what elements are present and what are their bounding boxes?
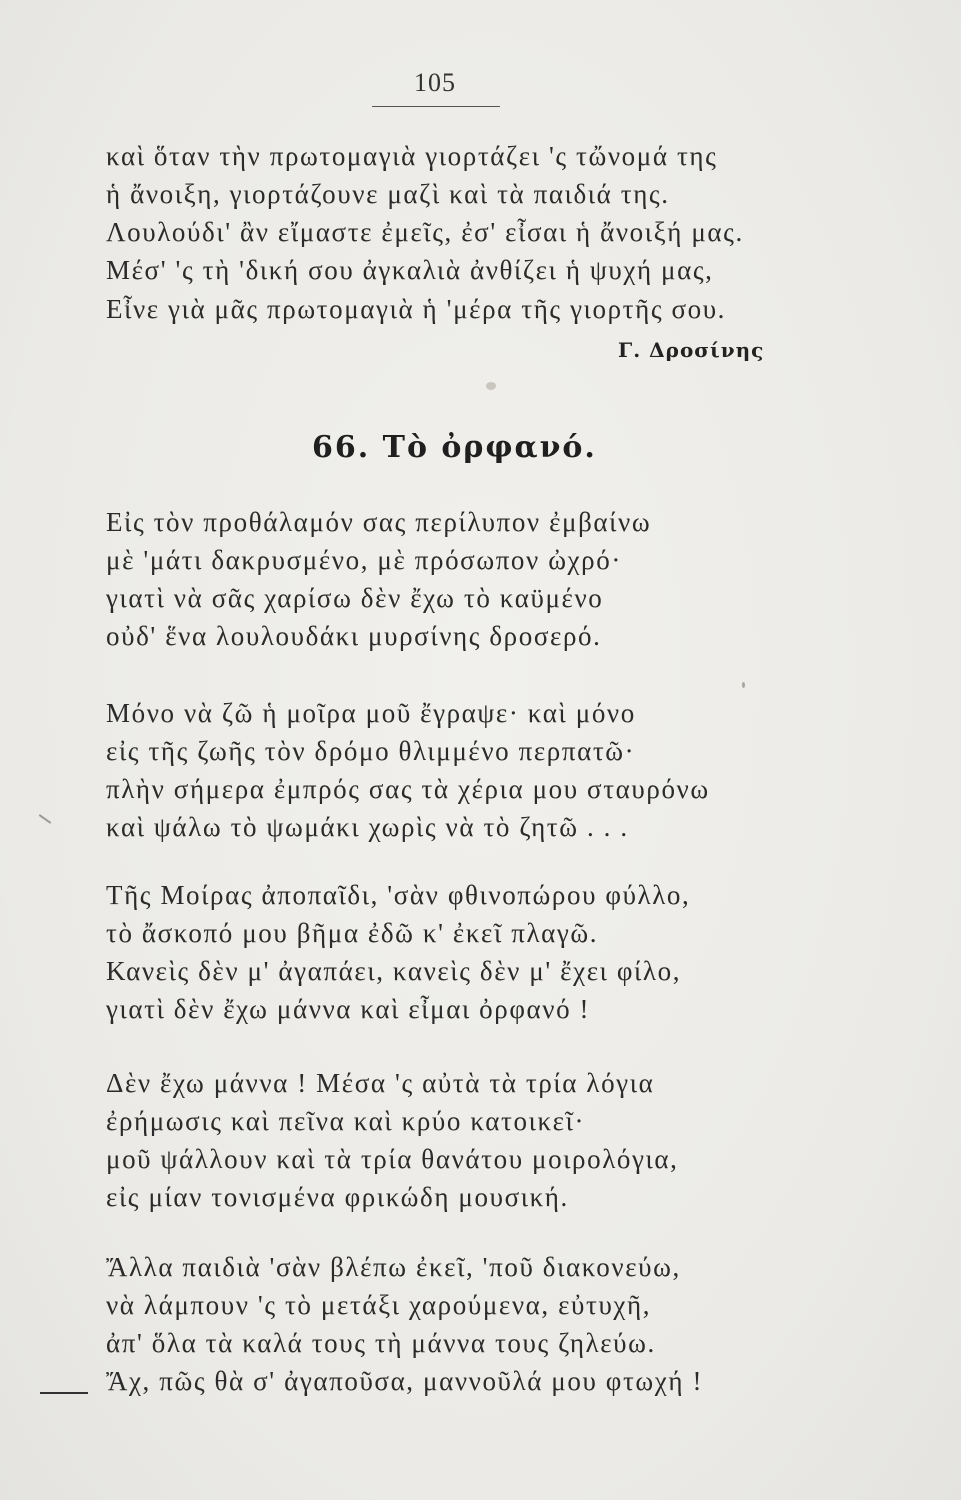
verse-line: καὶ ὅταν τὴν πρωτομαγιὰ γιορτάζει 'ς τὤνομά της	[106, 141, 718, 171]
page-number-rule	[372, 106, 500, 107]
verse-line: Εἶνε γιὰ μᾶς πρωτομαγιὰ ἡ 'μέρα τῆς γιορτῆς σου.	[106, 294, 727, 324]
verse-line: Μόνο νὰ ζῶ ἡ μοῖρα μοῦ ἔγραψε· καὶ μόνο	[106, 698, 636, 728]
margin-mark	[39, 814, 52, 824]
verse-line: ἐρήμωσις καὶ πεῖνα καὶ κρύο κατοικεῖ·	[106, 1106, 586, 1136]
author-signature: Γ. Δροσίνης	[618, 338, 765, 362]
verse-line: μοῦ ψάλλουν καὶ τὰ τρία θανάτου μοιρολόγια,	[106, 1144, 679, 1174]
paper-speck	[742, 682, 745, 688]
verse-line: γιατὶ νὰ σᾶς χαρίσω δὲν ἔχω τὸ καϋμένο	[106, 583, 604, 613]
verse-line: οὐδ' ἕνα λουλουδάκι μυρσίνης δροσερό.	[106, 621, 602, 651]
verse-line: Μέσ' 'ς τὴ 'δική σου ἀγκαλιὰ ἀνθίζει ἡ ψυχή μας,	[106, 255, 714, 285]
page-number: 105	[414, 68, 456, 97]
verse-line: εἰς τῆς ζωῆς τὸν δρόμο θλιμμένο περπατῶ·	[106, 736, 636, 766]
verse-line: Ἄλλα παιδιὰ 'σὰν βλέπω ἐκεῖ, 'ποῦ διακονεύω,	[106, 1252, 681, 1282]
verse-line: ἡ ἄνοιξη, γιορτάζουνε μαζὶ καὶ τὰ παιδιά της.	[106, 179, 670, 209]
verse-line: Τῆς Μοίρας ἀποπαῖδι, 'σὰν φθινοπώρου φύλλο,	[106, 880, 691, 910]
verse-line: γιατὶ δὲν ἔχω μάννα καὶ εἶμαι ὀρφανό !	[106, 994, 591, 1024]
paper-speck	[486, 382, 496, 390]
verse-line: ἀπ' ὅλα τὰ καλά τους τὴ μάννα τους ζηλεύω.	[106, 1328, 656, 1358]
poem-title: 66. Τὸ ὀρφανό.	[312, 430, 597, 465]
verse-line: καὶ ψάλω τὸ ψωμάκι χωρὶς νὰ τὸ ζητῶ . . .	[106, 812, 629, 842]
verse-line: νὰ λάμπουν 'ς τὸ μετάξι χαρούμενα, εὐτυχῆ,	[106, 1290, 652, 1320]
verse-line: μὲ 'μάτι δακρυσμένο, μὲ πρόσωπον ὠχρό·	[106, 545, 622, 575]
verse-line: εἰς μίαν τονισμένα φρικώδη μουσική.	[106, 1182, 569, 1212]
verse-line: Ἄχ, πῶς θὰ σ' ἀγαποῦσα, μαννοῦλά μου φτωχή !	[106, 1366, 704, 1396]
verse-line: πλὴν σήμερα ἐμπρός σας τὰ χέρια μου σταυρόνω	[106, 774, 710, 804]
verse-line: Κανεὶς δὲν μ' ἀγαπάει, κανεὶς δὲν μ' ἔχει φίλο,	[106, 956, 682, 986]
margin-dash	[40, 1392, 88, 1394]
verse-line: Δὲν ἔχω μάννα ! Μέσα 'ς αὐτὰ τὰ τρία λόγια	[106, 1068, 655, 1098]
verse-line: τὸ ἄσκοπό μου βῆμα ἐδῶ κ' ἐκεῖ πλαγῶ.	[106, 918, 599, 948]
verse-line: Εἰς τὸν προθάλαμόν σας περίλυπον ἐμβαίνω	[106, 507, 652, 537]
verse-line: Λουλούδι' ἂν εἴμαστε ἐμεῖς, ἐσ' εἶσαι ἡ ἄνοιξή μας.	[106, 217, 744, 247]
